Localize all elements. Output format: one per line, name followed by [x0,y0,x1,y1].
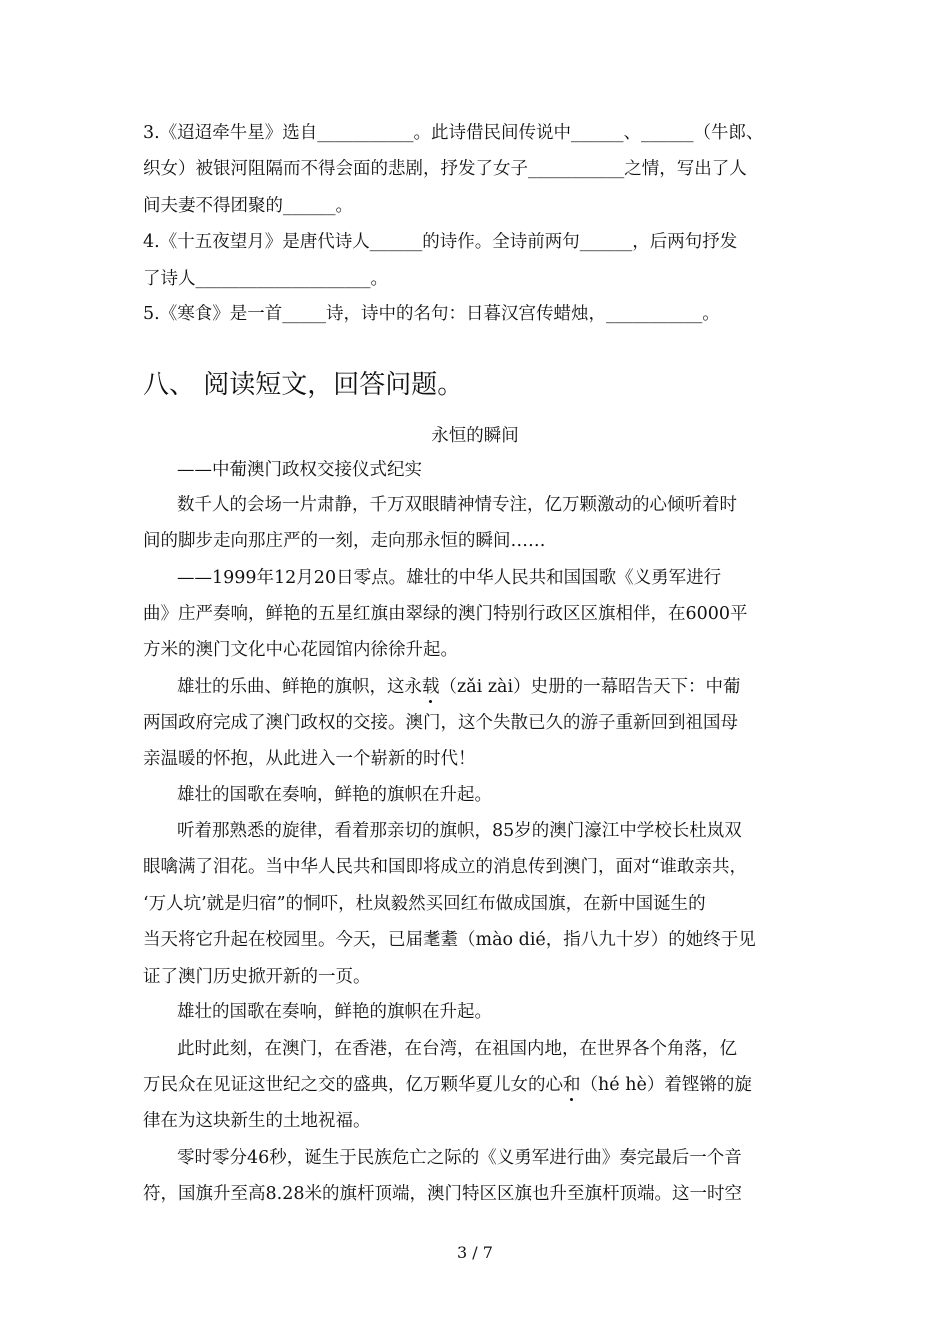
paragraph-line: 此时此刻，在澳门，在香港，在台湾，在祖国内地，在世界各个角落，亿 [177,1039,737,1059]
paragraph-line: 当天将它升起在校园里。今天，已届耄耋（mào dié，指八九十岁）的她终于见 [143,930,756,950]
section-heading: 八、 阅读短文，回答问题。 [143,370,464,400]
text-run: 雄壮的乐曲、鲜艳的旗帜，这永 [177,677,422,697]
q3-line-1: 3.《迢迢牵牛星》选自___________。此诗借民间传说中______、______（牛郎、 [143,123,764,143]
text-run: 万民众在见证这世纪之交的盛典，亿万颗华夏儿女的心 [143,1075,563,1095]
paragraph-line: 方米的澳门文化中心花园馆内徐徐升起。 [143,640,458,660]
paragraph-line: 眼噙满了泪花。当中华人民共和国即将成立的消息传到澳门，面对“谁敢亲共， [143,857,747,877]
paragraph-line: 两国政府完成了澳门政权的交接。澳门，这个失散已久的游子重新回到祖国母 [143,713,738,733]
q4-line-1: 4.《十五夜望月》是唐代诗人______的诗作。全诗前两句______，后两句抒发 [143,232,738,252]
paragraph-line: 证了澳门历史掀开新的一页。 [143,967,371,987]
paragraph-line: 曲》庄严奏响，鲜艳的五星红旗由翠绿的澳门特别行政区区旗相伴，在6000平 [143,604,748,624]
paragraph-line: 间的脚步走向那庄严的一刻，走向那永恒的瞬间…… [143,531,546,551]
dotted-character: 载 [422,677,440,697]
paragraph-line: 符，国旗升至高8.28米的旗杆顶端，澳门特区区旗也升至旗杆顶端。这一时空 [143,1184,742,1204]
paragraph-line: 雄壮的国歌在奏响，鲜艳的旗帜在升起。 [177,1002,492,1022]
q3-line-3: 间夫妻不得团聚的______。 [143,196,353,216]
page-number: 3 / 7 [457,1243,493,1262]
article-title: 永恒的瞬间 [431,426,519,446]
paragraph-line: ——1999年12月20日零点。雄壮的中华人民共和国国歌《义勇军进行 [177,568,722,588]
dotted-character: 和 [563,1075,581,1095]
article-subtitle: ——中葡澳门政权交接仪式纪实 [177,460,422,480]
paragraph-line: 听着那熟悉的旋律，看着那亲切的旗帜，85岁的澳门濠江中学校长杜岚双 [177,821,742,841]
text-run: （hé hè）着铿锵的旋 [580,1075,752,1095]
paragraph-line: 零时零分46秒，诞生于民族危亡之际的《义勇军进行曲》奏完最后一个音 [177,1148,742,1168]
text-run: （zǎi zài）史册的一幕昭告天下：中葡 [439,677,741,697]
q3-line-2: 织女）被银河阻隔而不得会面的悲剧，抒发了女子___________之情，写出了人 [143,159,747,179]
paragraph-line: 雄壮的国歌在奏响，鲜艳的旗帜在升起。 [177,785,492,805]
q5-line-1: 5.《寒食》是一首_____诗，诗中的名句：日暮汉宫传蜡烛，___________。 [143,304,720,324]
q4-line-2: 了诗人____________________。 [143,269,388,289]
paragraph-line [143,1077,752,1095]
paragraph-line: 亲温暖的怀抱，从此进入一个崭新的时代！ [143,749,476,769]
paragraph-line: ‘万人坑’就是归宿”的恫吓，杜岚毅然买回红布做成国旗，在新中国诞生的 [143,894,706,914]
paragraph-line: 律在为这块新生的土地祝福。 [143,1111,371,1131]
paragraph-line [177,679,741,697]
paragraph-line: 数千人的会场一片肃静，千万双眼睛神情专注，亿万颗激动的心倾听着时 [177,495,737,515]
